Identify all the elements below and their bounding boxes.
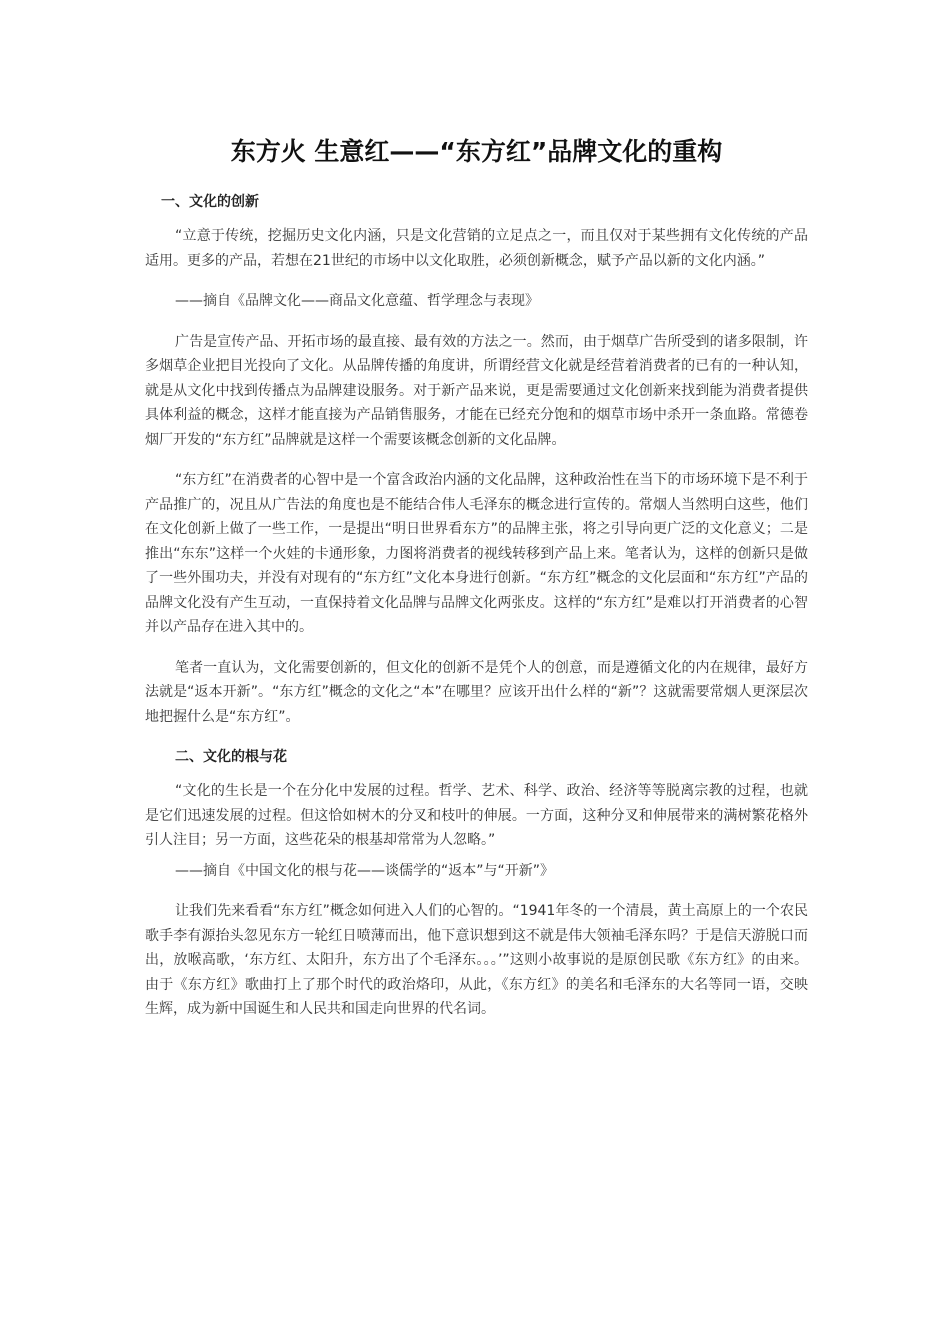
body-paragraph: 广告是宣传产品、开拓市场的最直接、最有效的方法之一。然而，由于烟草广告所受到的诸多限制，许多烟草企业把目光投向了文化。从品牌传播的角度讲，所谓经营文化就是经营着消费者的已有的一种认知，就是从文化中找到传播点为品牌建设服务。对于新产品来说，更是需要通过文化创新来找到能为消费者提供具体利益的概念，这样才能直接为产品销售服务，才能在已经充分饱和的烟草市场中杀开一条血路。常德卷烟厂开发的“东方红”品牌就是这样一个需要该概念创新的文化品牌。 (145, 333, 808, 448)
document-body (145, 132, 808, 1038)
body-paragraph: “东方红”在消费者的心智中是一个富含政治内涵的文化品牌，这种政治性在当下的市场环境下是不利于产品推广的，况且从广告法的角度也是不能结合伟人毛泽东的概念进行宣传的。常烟人当然明白这些，他们在文化创新上做了一些工作，一是提出“明日世界看东方”的品牌主张，将之引导向更广泛的文化意义；二是推出“东东”这样一个火娃的卡通形象，力图将消费者的视线转移到产品上来。笔者认为，这样的创新只是做了一些外围功夫，并没有对现有的“东方红”文化本身进行创新。“东方红”概念的文化层面和“东方红”产品的品牌文化没有产生互动，一直保持着文化品牌与品牌文化两张皮。这样的“东方红”是难以打开消费者的心智并以产品存在进入其中的。 (145, 472, 808, 635)
quote-source: ——摘自《品牌文化——商品文化意蕴、哲学理念与表现》 (175, 293, 539, 309)
document-title: 东方火 生意红——“东方红”品牌文化的重构 (230, 137, 723, 166)
quote-source: ——摘自《中国文化的根与花——谈儒学的“返本”与“开新”》 (175, 862, 555, 879)
body-paragraph: 让我们先来看看“东方红”概念如何进入人们的心智的。“1941年冬的一个清晨，黄土高原上的一个农民歌手李有源抬头忽见东方一轮红日喷薄而出，他下意识想到这不就是伟大领袖毛泽东吗？于是信天游脱口而出，放喉高歌，‘东方红、太阳升，东方出了个毛泽东。。。’”这则小故事说的是原创民歌《东方红》的由来。由于《东方红》歌曲打上了那个时代的政治烙印，从此，《东方红》的美名和毛泽东的大名等同一语，交映生辉，成为新中国诞生和人民共和国走向世界的代名词。 (145, 903, 808, 1017)
quote-paragraph: “立意于传统，挖掘历史文化内涵，只是文化营销的立足点之一，而且仅对于某些拥有文化传统的产品适用。更多的产品，若想在21世纪的市场中以文化取胜，必须创新概念，赋予产品以新的文化内涵。” (145, 228, 808, 269)
section-heading-innovation: 一、文化的创新 (161, 194, 259, 210)
section-heading-roots: 二、文化的根与花 (175, 749, 287, 765)
quote-paragraph: “文化的生长是一个在分化中发展的过程。哲学、艺术、科学、政治、经济等等脱离宗教的过程，也就是它们迅速发展的过程。但这恰如树木的分叉和枝叶的伸展。一方面，这种分叉和伸展带来的满树繁花格外引人注目；另一方面，这些花朵的根基却常常为人忽略。” (145, 783, 808, 848)
body-paragraph: 笔者一直认为，文化需要创新的，但文化的创新不是凭个人的创意，而是遵循文化的内在规律，最好方法就是“返本开新”。“东方红”概念的文化之“本”在哪里？应该开出什么样的“新”？这就需要常烟人更深层次地把握什么是“东方红”。 (145, 659, 808, 725)
